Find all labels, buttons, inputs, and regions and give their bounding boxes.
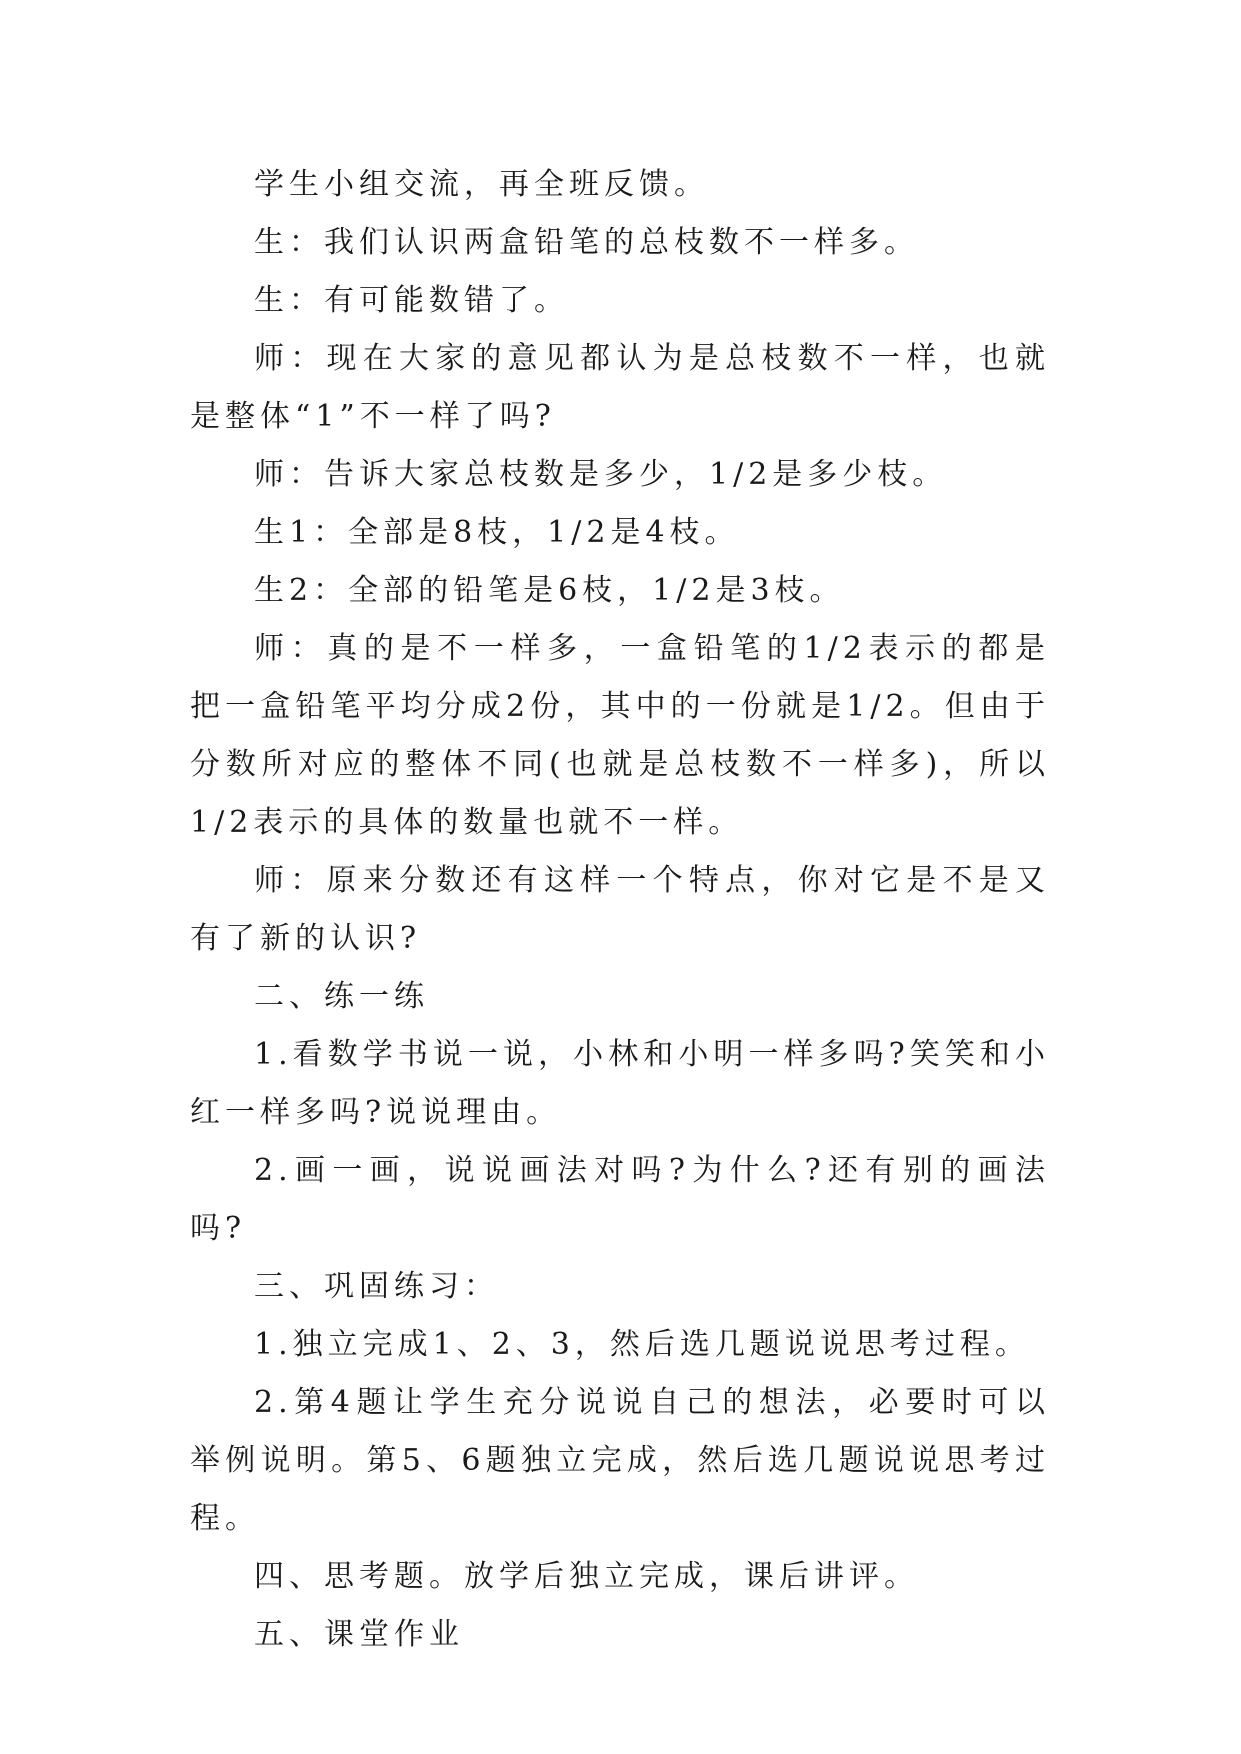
- paragraph-student-2-answer: 生2：全部的铅笔是6枝，1/2是3枝。: [254, 573, 845, 608]
- document-body: [190, 156, 1050, 1664]
- section-heading-consolidation: 三、巩固练习：: [254, 1269, 499, 1304]
- section-heading-practice: 二、练一练: [254, 979, 429, 1014]
- paragraph-student-answer-2: 生：有可能数错了。: [254, 283, 569, 318]
- consolidation-item-1: 1.独立完成1、2、3，然后选几题说说思考过程。: [254, 1327, 1030, 1362]
- practice-item-1: 1.看数学书说一说，小林和小明一样多吗?笑笑和小红一样多吗?说说理由。: [190, 1037, 1050, 1130]
- paragraph-student-answer-1: 生：我们认识两盒铅笔的总枝数不一样多。: [254, 225, 919, 260]
- section-heading-thinking-question: 四、思考题。放学后独立完成，课后讲评。: [254, 1559, 919, 1594]
- practice-item-2: 2.画一画，说说画法对吗?为什么?还有别的画法吗?: [190, 1153, 1050, 1246]
- paragraph-teacher-question-2: 师：告诉大家总枝数是多少，1/2是多少枝。: [254, 457, 948, 492]
- paragraph-teacher-question-1: 师：现在大家的意见都认为是总枝数不一样，也就是整体“1”不一样了吗?: [190, 341, 1050, 434]
- section-heading-classwork: 五、课堂作业: [254, 1617, 464, 1652]
- paragraph-group-discussion: 学生小组交流，再全班反馈。: [254, 167, 709, 202]
- paragraph-teacher-explanation: 师：真的是不一样多，一盒铅笔的1/2表示的都是把一盒铅笔平均分成2份，其中的一份就是1/2。但由于分数所对应的整体不同(也就是总枝数不一样多)，所以1/2表示的具体的数量也就不一样。: [190, 631, 1050, 840]
- paragraph-student-1-answer: 生1：全部是8枝，1/2是4枝。: [254, 515, 740, 550]
- consolidation-item-2: 2.第4题让学生充分说说自己的想法，必要时可以举例说明。第5、6题独立完成，然后选几题说说思考过程。: [190, 1385, 1050, 1536]
- paragraph-teacher-summary: 师：原来分数还有这样一个特点，你对它是不是又有了新的认识?: [190, 863, 1050, 956]
